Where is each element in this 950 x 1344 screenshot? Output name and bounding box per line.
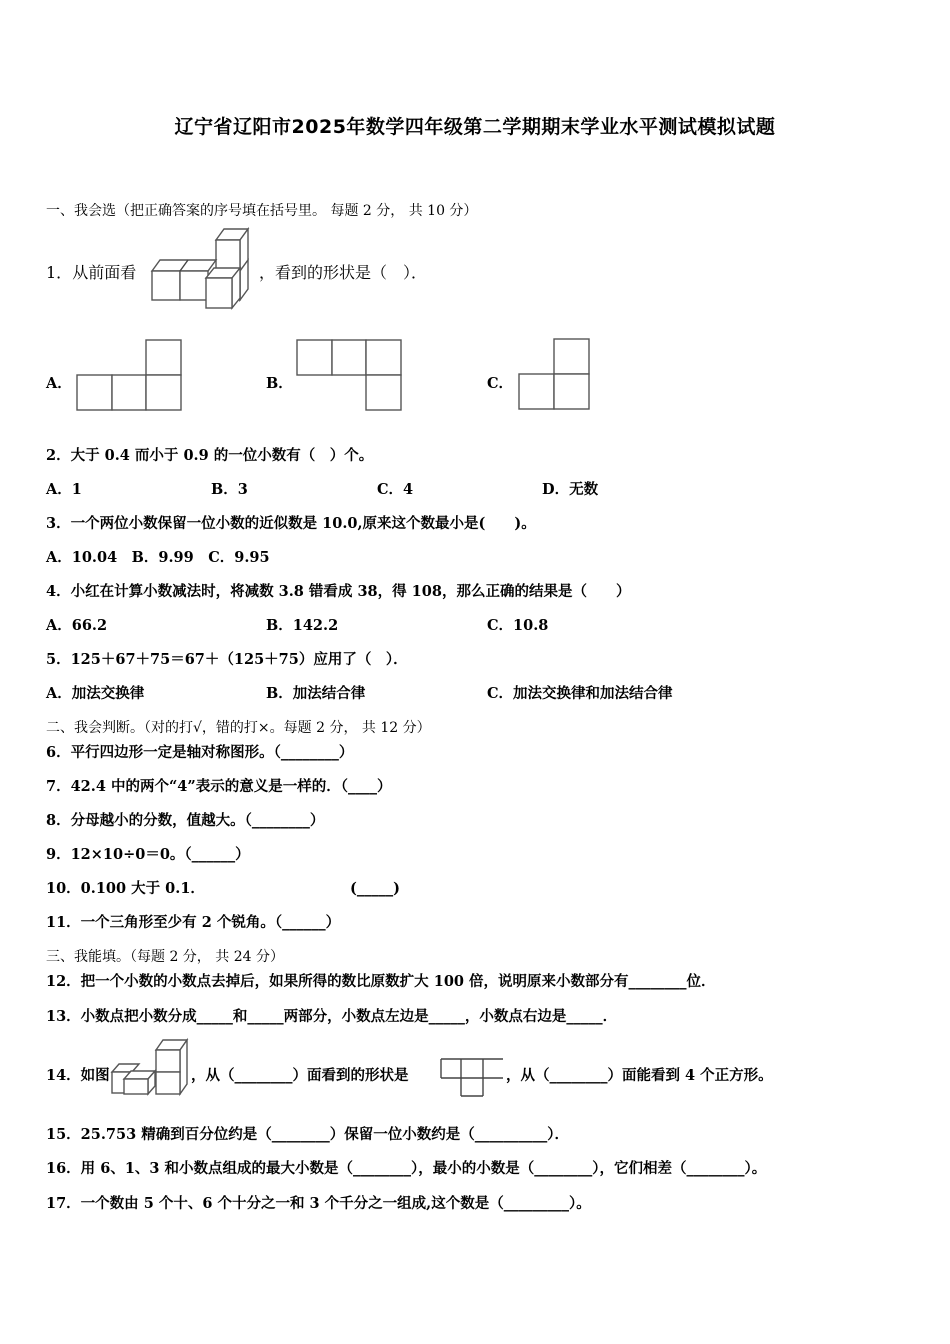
option-c-figure bbox=[517, 337, 593, 413]
option-a-figure bbox=[76, 338, 184, 412]
question-2-option-d: D．无数 bbox=[542, 481, 599, 498]
cube-front-face bbox=[124, 1079, 148, 1094]
square bbox=[332, 340, 366, 375]
question-11: 11．一个三角形至少有 2 个锐角。（______） bbox=[46, 914, 341, 931]
question-7: 7．42.4 中的两个“4”表示的意义是一样的．（____） bbox=[46, 778, 392, 795]
question-2-option-b: B．3 bbox=[211, 481, 248, 498]
question-4-option-c: C．10.8 bbox=[487, 617, 549, 634]
cube-front-face bbox=[156, 1050, 180, 1072]
cube-front-face bbox=[156, 1072, 180, 1094]
question-3-options: A．10.04 B．9.99 C．9.95 bbox=[46, 549, 270, 566]
question-2: 2．大于 0.4 而小于 0.9 的一位小数有（ ）个。 bbox=[46, 447, 374, 464]
option-c-label: C． bbox=[487, 375, 514, 392]
question-5: 5．125＋67＋75＝67＋（125＋75）应用了（ ）． bbox=[46, 651, 408, 668]
question-5-option-c: C．加法交换律和加法结合律 bbox=[487, 685, 673, 702]
question-10: 10．0.100 大于 0.1． bbox=[46, 880, 205, 897]
question-15: 15．25.753 精确到百分位约是（________）保留一位小数约是（__________）． bbox=[46, 1126, 569, 1143]
question-13: 13．小数点把小数分成_____和_____两部分，小数点左边是_____，小数点右边是_____． bbox=[46, 1008, 618, 1025]
cube-front-face bbox=[206, 278, 232, 308]
cube-front-face bbox=[180, 271, 208, 300]
question-1 bbox=[46, 263, 136, 283]
cube-front-face bbox=[216, 240, 240, 271]
question-5-option-a: A．加法交换律 bbox=[46, 685, 145, 702]
square bbox=[366, 375, 401, 410]
question-14-view-figure bbox=[437, 1056, 507, 1098]
question-9: 9．12×10÷0＝0。（______） bbox=[46, 846, 250, 863]
square bbox=[554, 374, 589, 409]
square bbox=[146, 375, 181, 410]
square bbox=[77, 375, 112, 410]
square bbox=[519, 374, 554, 409]
cube-front-face bbox=[152, 271, 180, 300]
question-1-text-pre: 从前面看 bbox=[72, 263, 137, 282]
question-14-text-pre: 14．如图 bbox=[46, 1067, 110, 1084]
square bbox=[112, 375, 146, 410]
question-10-blank: (_____) bbox=[350, 880, 400, 897]
question-4: 4．小红在计算小数减法时，将减数 3.8 错看成 38，得 108，那么正确的结果是（ ） bbox=[46, 583, 631, 600]
question-12: 12．把一个小数的小数点去掉后，如果所得的数比原数扩大 100 倍，说明原来小数部分有________位． bbox=[46, 973, 716, 990]
section-3-heading: 三、我能填。（每题 2 分， 共 24 分） bbox=[46, 949, 284, 965]
section-1-heading: 一、我会选（把正确答案的序号填在括号里。 每题 2 分， 共 10 分） bbox=[46, 203, 478, 219]
question-17: 17．一个数由 5 个十、6 个十分之一和 3 个千分之一组成,这个数是（_________）。 bbox=[46, 1195, 591, 1212]
cube-side-face bbox=[180, 1040, 187, 1094]
section-2-heading: 二、我会判断。（对的打√，错的打×。每题 2 分， 共 12 分） bbox=[46, 720, 431, 736]
question-5-option-b: B．加法结合律 bbox=[266, 685, 366, 702]
question-8: 8．分母越小的分数，值越大。（________） bbox=[46, 812, 325, 829]
question-16: 16．用 6、1、3 和小数点组成的最大小数是（________），最小的小数是（________），它们相差（________）。 bbox=[46, 1160, 767, 1177]
question-1-text-post: ，看到的形状是（ ）． bbox=[259, 263, 428, 282]
option-b-label: B． bbox=[266, 375, 293, 392]
question-4-option-a: A．66.2 bbox=[46, 617, 108, 634]
option-b-figure bbox=[296, 339, 404, 413]
page-title: 辽宁省辽阳市2025年数学四年级第二学期期末学业水平测试模拟试题 bbox=[174, 116, 776, 138]
question-14-text-mid: ，从（________）面看到的形状是 bbox=[191, 1067, 409, 1084]
question-4-option-b: B．142.2 bbox=[266, 617, 339, 634]
square bbox=[297, 340, 332, 375]
question-6: 6．平行四边形一定是轴对称图形。（________） bbox=[46, 744, 354, 761]
question-1-cube-figure bbox=[150, 226, 260, 310]
square bbox=[146, 340, 181, 375]
square bbox=[554, 339, 589, 374]
option-a-label: A． bbox=[46, 375, 72, 392]
question-2-option-a: A．1 bbox=[46, 481, 82, 498]
question-3: 3．一个两位小数保留一位小数的近似数是 10.0,原来这个数最小是( )。 bbox=[46, 515, 536, 532]
question-2-option-c: C．4 bbox=[377, 481, 414, 498]
question-14-text-post: ，从（________）面能看到 4 个正方形。 bbox=[506, 1067, 773, 1084]
question-14-cube-figure bbox=[110, 1037, 194, 1097]
square bbox=[366, 340, 401, 375]
question-1-number: 1． bbox=[46, 263, 73, 282]
